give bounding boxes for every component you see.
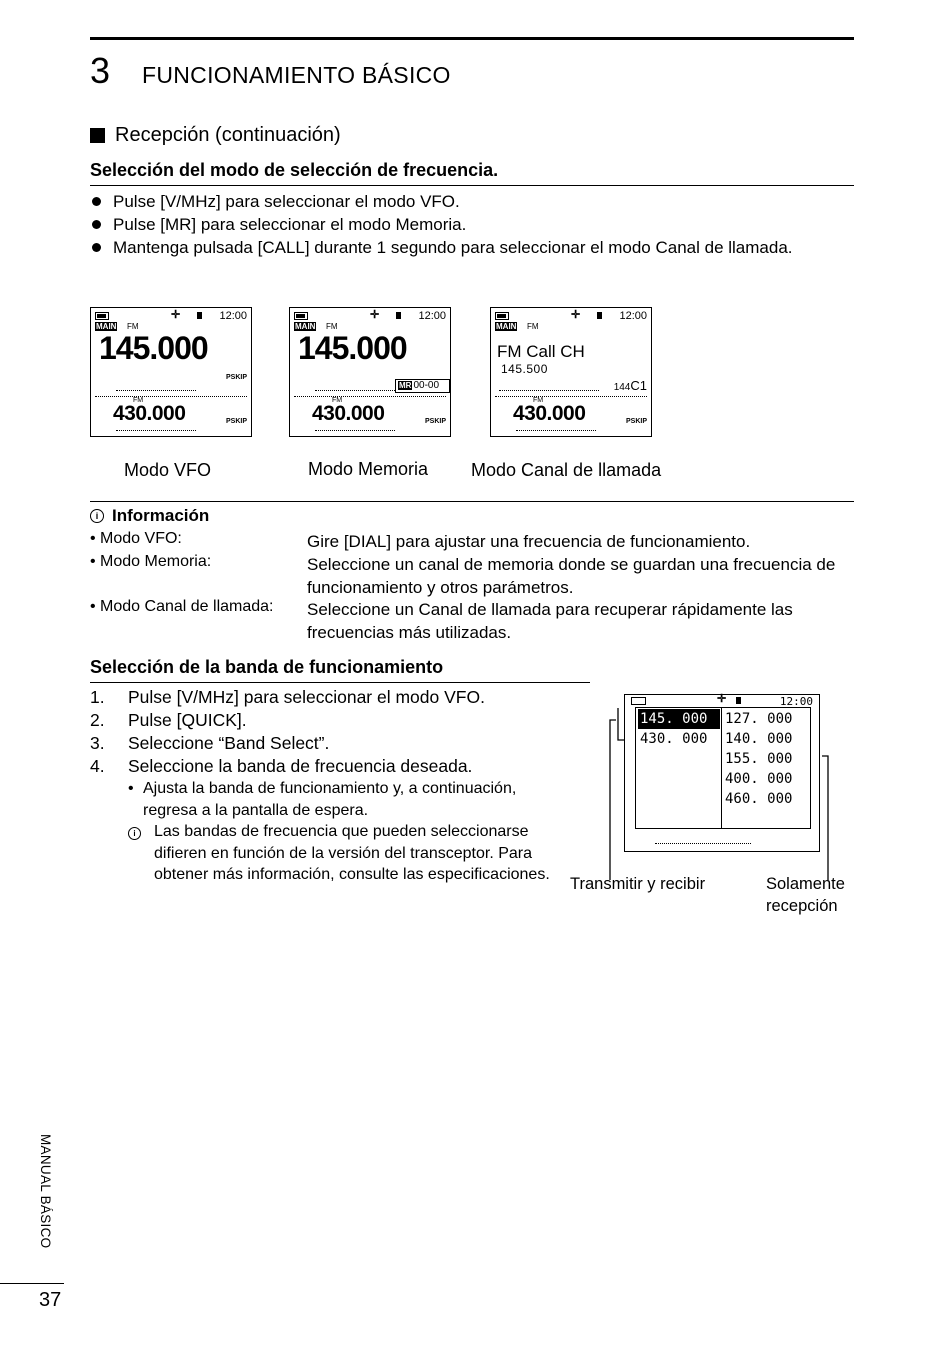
signal-icon: [396, 312, 401, 319]
dotted-line: [116, 430, 196, 431]
band-rule: [90, 682, 590, 683]
signal-icon: [197, 312, 202, 319]
info-rule: [90, 501, 854, 502]
antenna-icon: ✛: [571, 309, 581, 321]
lcd-clock: 12:00: [418, 310, 446, 322]
info-label: • Modo VFO:: [90, 530, 182, 547]
band-steps: [90, 686, 590, 886]
band-left-item[interactable]: 430. 000: [640, 731, 708, 747]
bullet-item: Mantenga pulsada [CALL] durante 1 segundo para seleccionar el modo Canal de llamada.: [90, 236, 850, 259]
dotted-line: [315, 430, 395, 431]
mr-badge: MR: [399, 381, 412, 390]
sub-mode-fm: FM: [133, 397, 144, 404]
lcd-clock: 12:00: [619, 310, 647, 322]
bullet-dot-icon: [92, 243, 101, 252]
page-number: 37: [39, 1289, 62, 1311]
signal-icon: [736, 697, 741, 704]
section-heading: [90, 124, 341, 147]
battery-icon: [495, 312, 509, 320]
bullet-dot-icon: [92, 197, 101, 206]
band-right-item[interactable]: 127. 000: [725, 711, 793, 727]
band-right-item[interactable]: 400. 000: [725, 771, 793, 787]
lcd-status-bar: [95, 310, 247, 321]
lcd-separator: [294, 396, 446, 397]
pskip-label: PSKIP: [225, 374, 247, 381]
freq-mode-rule: [90, 185, 854, 186]
main-badge: MAIN: [496, 322, 517, 331]
info-block: [90, 506, 854, 642]
band-right-item[interactable]: 140. 000: [725, 731, 793, 747]
info-icon: i: [128, 827, 141, 840]
sub-frequency: 430.000: [113, 402, 186, 425]
lcd-memory-screen: [289, 307, 451, 437]
info-icon: i: [90, 509, 104, 523]
band-heading: Selección de la banda de funcionamiento: [90, 657, 444, 677]
caption-call: Modo Canal de llamada: [471, 460, 662, 480]
battery-icon: [95, 312, 109, 320]
main-badge: MAIN: [96, 322, 117, 331]
battery-icon: [294, 312, 308, 320]
dotted-line: [499, 390, 599, 391]
lcd-status-bar: [495, 310, 647, 321]
lcd-status-bar: [294, 310, 446, 321]
memory-channel-box: [395, 379, 450, 393]
info-text: Gire [DIAL] para ajustar una frecuencia de funcionamiento.: [307, 532, 751, 551]
sub-mode-fm: FM: [332, 397, 343, 404]
band-list-divider: [721, 707, 722, 829]
band-left-selected[interactable]: 145. 000: [638, 709, 720, 729]
antenna-icon: ✛: [370, 309, 380, 321]
bullet-item: Pulse [MR] para seleccionar el modo Memoria.: [90, 213, 850, 236]
step-item: 3. Seleccione “Band Select”.: [90, 733, 330, 753]
freq-mode-heading: Selección del modo de selección de frecuencia.: [90, 160, 499, 180]
call-channel-title: FM Call CH: [497, 342, 585, 361]
sub-frequency: 430.000: [513, 402, 586, 425]
memory-channel: 00-00: [413, 380, 440, 391]
antenna-icon: ✛: [171, 309, 181, 321]
label-tx-rx: Transmitir y recibir: [570, 875, 706, 893]
dotted-line: [516, 430, 596, 431]
freq-mode-bullets: [90, 190, 850, 259]
pskip-label: PSKIP: [225, 418, 247, 425]
main-frequency: 145.000: [99, 330, 208, 366]
bullet-item: Pulse [V/MHz] para seleccionar el modo VFO.: [90, 190, 850, 213]
dotted-line: [315, 390, 395, 391]
lcd-clock: 12:00: [219, 310, 247, 322]
main-frequency: 145.000: [298, 330, 407, 366]
step-item: 4. Seleccione la banda de frecuencia deseada.: [90, 756, 473, 776]
lcd-separator: [495, 396, 647, 397]
pskip-label: PSKIP: [424, 418, 446, 425]
step-item: 2. Pulse [QUICK].: [90, 710, 247, 730]
main-badge: MAIN: [295, 322, 316, 331]
mode-fm: FM: [127, 322, 139, 331]
info-label: • Modo Canal de llamada:: [90, 598, 274, 615]
lcd-separator: [95, 396, 247, 397]
caption-vfo: Modo VFO: [124, 460, 212, 480]
antenna-icon: ✛: [717, 693, 727, 705]
sub-mode-fm: FM: [533, 397, 544, 404]
chapter-number: 3: [90, 50, 111, 91]
label-rx-only: Solamente recepción: [766, 875, 845, 915]
mode-fm: FM: [326, 322, 338, 331]
call-channel: 144C1: [613, 378, 647, 393]
lcd-call-screen: [490, 307, 652, 437]
mode-fm: FM: [527, 322, 539, 331]
bullet-dot-icon: [92, 220, 101, 229]
battery-icon: [631, 697, 646, 705]
side-label: MANUAL BÁSICO: [38, 1134, 53, 1249]
info-label: • Modo Memoria:: [90, 553, 212, 570]
pskip-label: PSKIP: [625, 418, 647, 425]
lcd-clock: 12:00: [779, 695, 813, 708]
call-frequency: 145.500: [501, 362, 548, 376]
step-sub-info: i Las bandas de frecuencia que pueden seleccionarse difieren en función de la versión del transceptor. Para obtener más información, consulte las especificaciones.: [128, 821, 590, 886]
band-select-screen: [624, 694, 820, 852]
step-notes: [90, 778, 590, 886]
caption-memory: Modo Memoria: [308, 459, 429, 479]
band-right-item[interactable]: 155. 000: [725, 751, 793, 767]
signal-icon: [597, 312, 602, 319]
lcd-vfo-screen: [90, 307, 252, 437]
dotted-line: [116, 390, 196, 391]
band-right-item[interactable]: 460. 000: [725, 791, 793, 807]
section-title: Recepción (continuación): [115, 124, 341, 146]
page-rule: [0, 1283, 64, 1284]
step-sub-bullet: • Ajusta la banda de funcionamiento y, a continuación, regresa a la pantalla de espera.: [128, 780, 517, 819]
info-text: Seleccione un canal de memoria donde se guardan una frecuencia de funcionamiento y otros parámetros.: [307, 555, 836, 597]
info-heading: i Información: [90, 506, 854, 526]
chapter-title: FUNCIONAMIENTO BÁSICO: [142, 62, 451, 88]
step-item: 1. Pulse [V/MHz] para seleccionar el modo VFO.: [90, 687, 485, 707]
dotted-line: [655, 843, 751, 844]
top-rule: [90, 37, 854, 40]
square-bullet-icon: [90, 128, 105, 143]
info-text: Seleccione un Canal de llamada para recuperar rápidamente las frecuencias más utilizadas.: [307, 600, 793, 642]
sub-frequency: 430.000: [312, 402, 385, 425]
